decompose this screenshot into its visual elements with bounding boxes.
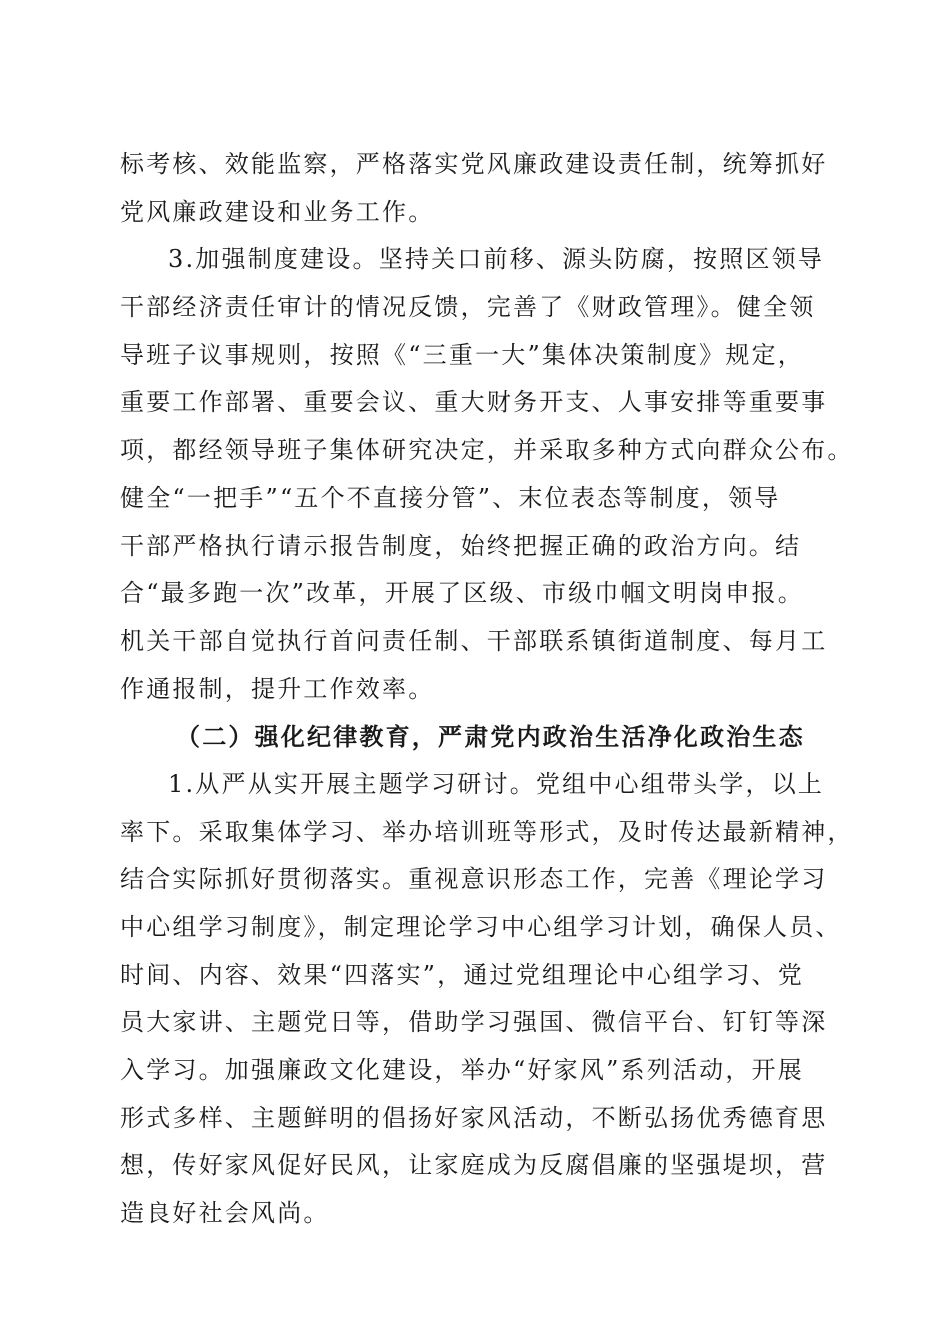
paragraph-study-discussion (120, 761, 854, 1238)
text-line: 1.从严从实开展主题学习研讨。党组中心组带头学，以上 (168, 769, 825, 798)
paragraph-institution-building (120, 236, 854, 713)
text-line: 想，传好家风促好民风，让家庭成为反腐倡廉的坚强堤坝，营 (120, 1151, 828, 1180)
text-line: 机关干部自觉执行首问责任制、干部联系镇街道制度、每月工 (120, 626, 828, 655)
text-line: 率下。采取集体学习、举办培训班等形式，及时传达最新精神， (120, 817, 854, 846)
text-line: 造良好社会风尚。 (120, 1199, 330, 1228)
text-line: 时间、内容、效果“四落实”，通过党组理论中心组学习、党 (120, 960, 804, 989)
text-line: 形式多样、主题鲜明的倡扬好家风活动，不断弘扬优秀德育思 (120, 1103, 828, 1132)
text-line: 干部经济责任审计的情况反馈，完善了《财政管理》。健全领 (120, 293, 816, 322)
text-line: 标考核、效能监察，严格落实党风廉政建设责任制，统筹抓好 (120, 150, 828, 178)
section-heading (120, 713, 838, 761)
text-line: 3.加强制度建设。坚持关口前移、源头防腐，按照区领导 (168, 245, 825, 274)
text-line: 中心组学习制度》，制定理论学习中心组学习计划，确保人员、 (120, 913, 842, 941)
document-body (120, 141, 854, 1238)
text-line: 作通报制，提升工作效率。 (120, 674, 435, 703)
text-line: 入学习。加强廉政文化建设，举办“好家风”系列活动，开展 (120, 1056, 804, 1085)
text-line: 健全“一把手”“五个不直接分管”、末位表态等制度，领导 (120, 483, 781, 512)
text-line: 结合实际抓好贯彻落实。重视意识形态工作，完善《理论学习 (120, 865, 828, 894)
text-line: 干部严格执行请示报告制度，始终把握正确的政治方向。结 (120, 531, 802, 560)
text-line: 党风廉政建设和业务工作。 (120, 197, 435, 226)
text-line: 项，都经领导班子集体研究决定，并采取多种方式向群众公布。 (120, 436, 854, 465)
paragraph-continuation (120, 141, 838, 236)
section-heading-text: （二）强化纪律教育，严肃党内政治生活净化政治生态 (176, 722, 805, 752)
text-line: 合“最多跑一次”改革，开展了区级、市级巾帼文明岗申报。 (120, 579, 804, 608)
text-line: 重要工作部署、重要会议、重大财务开支、人事安排等重要事 (120, 388, 828, 417)
text-line: 员大家讲、主题党日等，借助学习强国、微信平台、钉钉等深 (120, 1008, 828, 1037)
text-line: 导班子议事规则，按照《“三重一大”集体决策制度》规定， (120, 340, 804, 369)
